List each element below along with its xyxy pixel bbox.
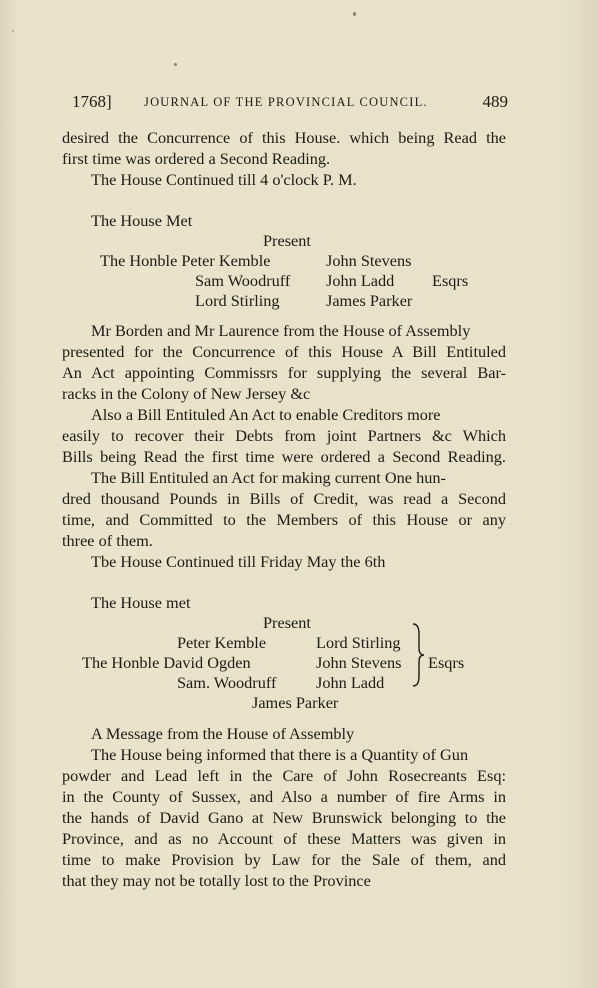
- text-line: James Parker: [326, 291, 413, 310]
- text-line: Present: [263, 613, 311, 632]
- text-line: The Honble Peter Kemble: [100, 251, 271, 270]
- text-line: Province, and as no Account of these Matters was given in: [62, 829, 506, 848]
- text-line: The Honble David Ogden: [82, 653, 251, 672]
- text-line: three of them.: [62, 531, 153, 550]
- text-line: Lord Stirling: [316, 633, 401, 652]
- text-line: powder and Lead left in the Care of John Rosecreants Esq:: [62, 766, 506, 785]
- text-line: Tbe House Continued till Friday May the 6th: [91, 552, 386, 571]
- text-line: The House met: [91, 593, 191, 612]
- text-line: Also a Bill Entituled An Act to enable Creditors more: [91, 405, 441, 424]
- text-line: time to make Provision by Law for the Sale of them, and: [62, 850, 506, 869]
- page-number: 489: [482, 92, 508, 111]
- text-line: Sam Woodruff: [195, 271, 291, 290]
- text-line: The House Met: [91, 211, 193, 230]
- text-line: presented for the Concurrence of this House A Bill Entituled: [62, 342, 506, 361]
- text-line: racks in the Colony of New Jersey &c: [62, 384, 311, 403]
- text-line: that they may not be totally lost to the Province: [62, 871, 371, 890]
- running-head: [72, 92, 508, 112]
- text-line: A Message from the House of Assembly: [91, 724, 355, 743]
- text-line: easily to recover their Debts from joint Partners &c Which: [62, 426, 506, 445]
- header-year: 1768]: [72, 92, 112, 111]
- text-line: John Stevens: [326, 251, 412, 270]
- text-line: Bills being Read the first time were ordered a Second Reading.: [62, 447, 506, 466]
- text-line: Sam. Woodruff: [177, 673, 277, 692]
- text-line: Present: [263, 231, 311, 250]
- ink-speck: [353, 12, 356, 16]
- text-line: Esqrs: [428, 653, 465, 672]
- text-line: in the County of Sussex, and Also a number of fire Arms in: [62, 787, 506, 806]
- text-line: James Parker: [252, 693, 339, 712]
- text-line: The House being informed that there is a Quantity of Gun: [91, 745, 469, 764]
- text-line: Lord Stirling: [195, 291, 280, 310]
- text-line: dred thousand Pounds in Bills of Credit, was read a Second: [62, 489, 506, 508]
- text-line: The Bill Entituled an Act for making current One hun-: [91, 468, 446, 487]
- header-title: JOURNAL OF THE PROVINCIAL COUNCIL.: [144, 95, 428, 109]
- text-line: Mr Borden and Mr Laurence from the House of Assembly: [91, 321, 471, 340]
- ink-speck: [12, 30, 14, 32]
- ink-speck: [174, 63, 177, 66]
- text-line: first time was ordered a Second Reading.: [62, 149, 331, 168]
- text-line: John Ladd: [316, 673, 385, 692]
- text-line: time, and Committed to the Members of this House or any: [62, 510, 506, 529]
- text-line: the hands of David Gano at New Brunswick belonging to the: [62, 808, 506, 827]
- text-line: Peter Kemble: [177, 633, 267, 652]
- text-line: The House Continued till 4 o'clock P. M.: [91, 170, 357, 189]
- text-line: Esqrs: [432, 271, 469, 290]
- text-line: John Ladd: [326, 271, 395, 290]
- text-line: desired the Concurrence of this House. which being Read the: [62, 128, 506, 147]
- text-line: John Stevens: [316, 653, 402, 672]
- text-line: An Act appointing Commissrs for supplying the several Bar-: [62, 363, 506, 382]
- right-brace: [411, 622, 425, 688]
